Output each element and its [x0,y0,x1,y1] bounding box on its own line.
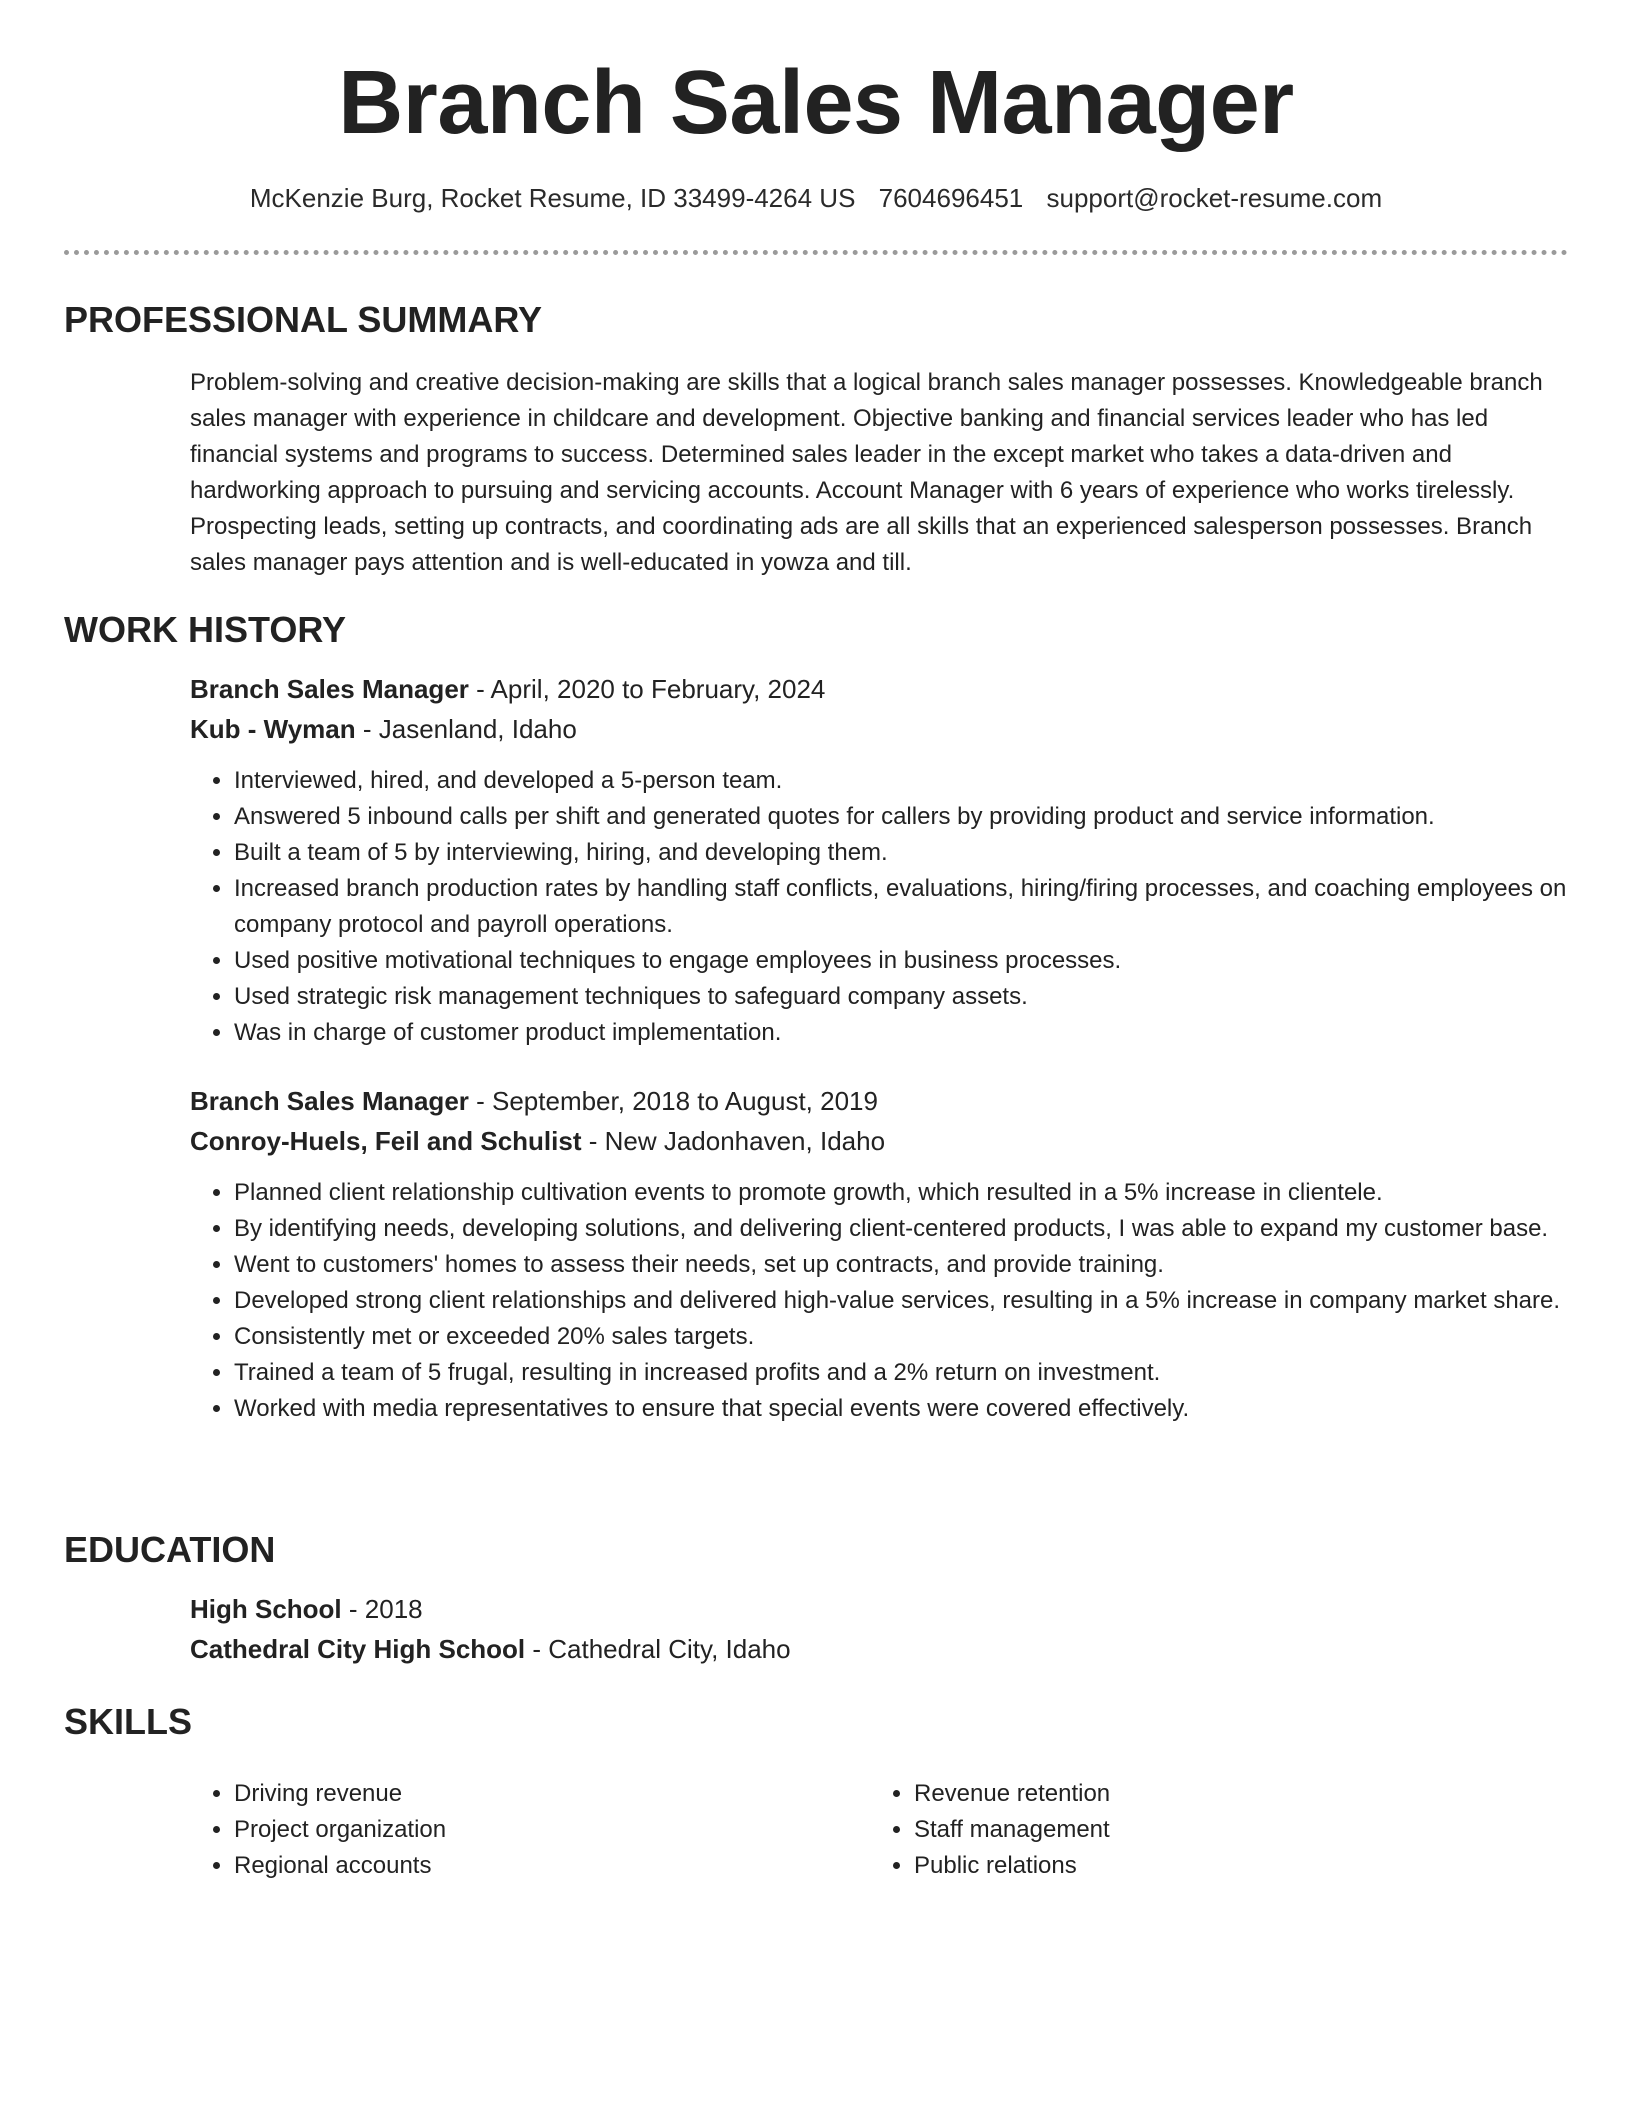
job-2-bullets [190,1175,1594,1427]
summary-text: Problem-solving and creative decision-making are skills that a logical branch sales manager possesses. Knowledgeable branch sales manager with experience in childcare and development. Objective banking and financial services leader who has led financial systems and programs to success. Determined sales leader in the except market who takes a data-driven and hardworking approach to pursuing and servicing accounts. Account Manager with 6 years of experience who works tirelessly. Prospecting leads, setting up contracts, and coordinating ads are all skills that an experienced salesperson possesses. Branch sales manager pays attention and is well-educated in yowza and till. [190,369,1543,576]
list-item: • Answered 5 inbound calls per shift and generated quotes for callers by providing product and service information. [234,799,1594,835]
list-item: • By identifying needs, developing solutions, and delivering client-centered products, I was able to expand my customer base. [234,1211,1594,1247]
skills-list-left [190,1776,854,1884]
header-divider [64,250,1568,255]
list-item: • Planned client relationship cultivation events to promote growth, which resulted in a 5% increase in clientele. [234,1175,1594,1211]
list-item: • Was in charge of customer product implementation. [234,1015,1594,1051]
skill-item: • Regional accounts [234,1848,854,1884]
skill-item: • Staff management [914,1812,1534,1848]
education-school-line [190,1630,791,1668]
list-item: • Used positive motivational techniques to engage employees in business processes. [234,943,1594,979]
education-location: - Cathedral City, Idaho [525,1634,791,1664]
job-1-role-line [190,670,825,708]
skills-list-right [870,1776,1534,1884]
list-item: • Built a team of 5 by interviewing, hiring, and developing them. [234,835,1594,871]
job-1-bullets [190,763,1594,1051]
job-2-location: - New Jadonhaven, Idaho [581,1126,886,1156]
list-item: • Interviewed, hired, and developed a 5-person team. [234,763,1594,799]
job-2-dates: - September, 2018 to August, 2019 [468,1086,878,1116]
education-degree-line [190,1590,423,1628]
skill-item: • Public relations [914,1848,1534,1884]
job-1-dates: - April, 2020 to February, 2024 [468,674,826,704]
education-school: Cathedral City High School [190,1634,526,1664]
contact-line [0,180,1632,216]
list-item: • Worked with media representatives to ensure that special events were covered effectively. [234,1391,1594,1427]
skill-item: • Revenue retention [914,1776,1534,1812]
job-2-company: Conroy-Huels, Feil and Schulist [190,1126,582,1156]
list-item: • Consistently met or exceeded 20% sales targets. [234,1319,1594,1355]
skill-item: • Project organization [234,1812,854,1848]
list-item: • Used strategic risk management techniques to safeguard company assets. [234,979,1594,1015]
job-2-company-line [190,1122,885,1160]
education-degree: High School [190,1594,342,1624]
section-title-work-history: WORK HISTORY [64,609,347,650]
contact-phone: 7604696451 [878,183,1024,213]
job-2-role: Branch Sales Manager [190,1086,469,1116]
list-item: • Went to customers' homes to assess their needs, set up contracts, and provide training. [234,1247,1594,1283]
job-1-location: - Jasenland, Idaho [355,714,577,744]
job-1-company: Kub - Wyman [190,714,356,744]
list-item: • Developed strong client relationships and delivered high-value services, resulting in a 5% increase in company market share. [234,1283,1594,1319]
job-1-company-line [190,710,577,748]
education-year: - 2018 [341,1594,423,1624]
section-title-skills: SKILLS [64,1701,193,1742]
section-title-education: EDUCATION [64,1529,276,1570]
contact-email: support@rocket-resume.com [1046,183,1383,213]
candidate-name: Branch Sales Manager [338,53,1294,153]
list-item: • Increased branch production rates by handling staff conflicts, evaluations, hiring/firing processes, and coaching employees on company protocol and payroll operations. [234,871,1594,943]
job-1-role: Branch Sales Manager [190,674,469,704]
list-item: • Trained a team of 5 frugal, resulting in increased profits and a 2% return on investment. [234,1355,1594,1391]
section-title-summary: PROFESSIONAL SUMMARY [64,299,543,340]
contact-address: McKenzie Burg, Rocket Resume, ID 33499-4264 US [249,183,856,213]
job-2-role-line [190,1082,878,1120]
skill-item: • Driving revenue [234,1776,854,1812]
